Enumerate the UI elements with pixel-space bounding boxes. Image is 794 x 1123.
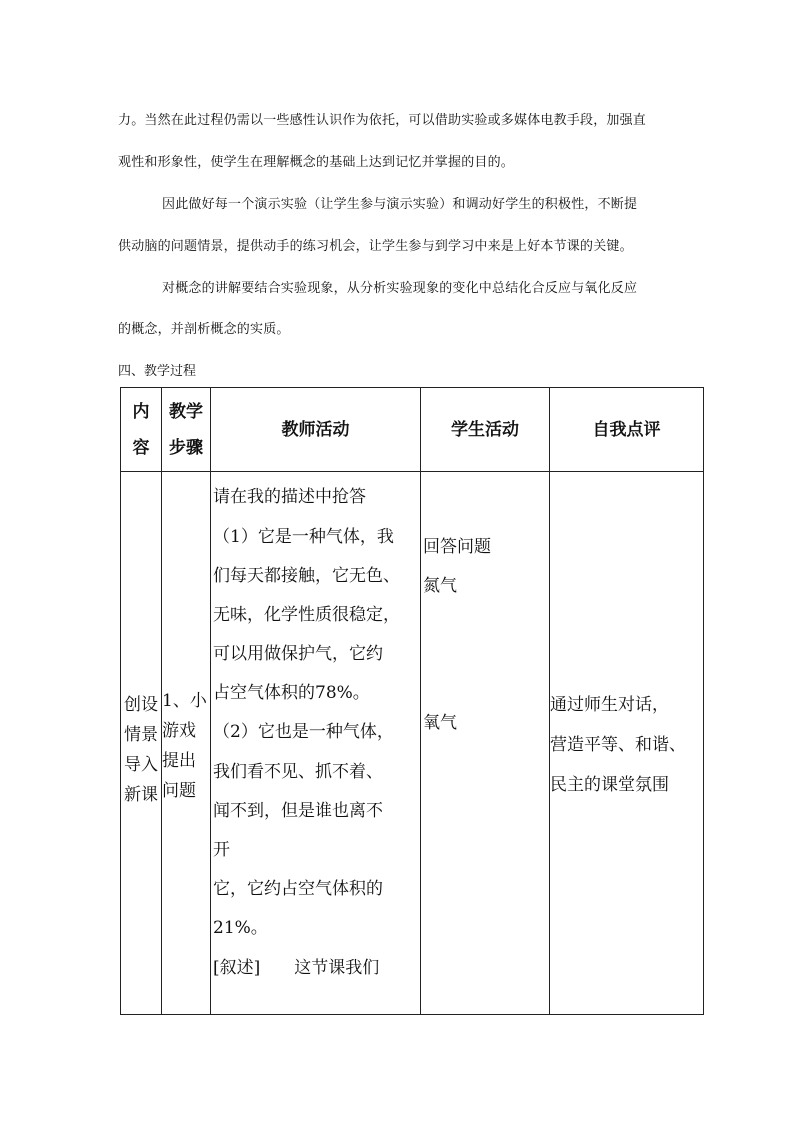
- teacher-line: 占空气体积的78%。: [213, 683, 370, 703]
- teacher-line: 请在我的描述中抢答: [213, 487, 366, 507]
- cell-step: 1、小 游戏 提出 问题: [162, 472, 211, 1015]
- paragraph-line: 观性和形象性，使学生在理解概念的基础上达到记忆并掌握的目的。: [118, 155, 515, 170]
- paragraph-line: 供动脑的问题情景，提供动手的练习机会，让学生参与到学习中来是上好本节课的关键。: [118, 239, 633, 254]
- teaching-process-table: [120, 387, 704, 1015]
- header-self-review: 自我点评: [550, 388, 704, 472]
- table-row: [121, 472, 704, 1015]
- student-line: 氧气: [423, 713, 457, 733]
- header-content: 内 容: [121, 388, 162, 472]
- student-line: 氮气: [423, 576, 457, 596]
- teacher-line: 21%。: [213, 918, 268, 938]
- teacher-line: 可以用做保护气，它约: [213, 644, 383, 664]
- cell-content: 创设 情景 导入 新课: [121, 472, 162, 1015]
- teacher-line: 们每天都接触，它无色、: [213, 566, 400, 586]
- cell-student-activity: [421, 472, 550, 1015]
- header-teacher-activity: 教师活动: [211, 388, 421, 472]
- paragraph-line: 的概念，并剖析概念的实质。: [118, 322, 290, 337]
- paragraph-line: 因此做好每一个演示实验（让学生参与演示实验）和调动好学生的积极性，不断提: [162, 197, 638, 212]
- cell-self-review: 通过师生对话， 营造平等、和谐、 民主的课堂氛围: [550, 472, 704, 1015]
- teacher-line: 开: [213, 840, 230, 860]
- teacher-line: 它，它约占空气体积的: [213, 879, 383, 899]
- student-line: 回答问题: [423, 537, 491, 557]
- header-student-activity: 学生活动: [421, 388, 550, 472]
- header-step: 教学 步骤: [162, 388, 211, 472]
- paragraph-line: 对概念的讲解要结合实验现象，从分析实验现象的变化中总结化合反应与氧化反应: [162, 281, 638, 296]
- teacher-line: （2）它也是一种气体，: [213, 722, 394, 742]
- paragraph-line: 力。当然在此过程仍需以一些感性认识作为依托，可以借助实验或多媒体电教手段，加强直: [118, 113, 647, 128]
- cell-teacher-activity: [211, 472, 421, 1015]
- table-header-row: [121, 388, 704, 472]
- teacher-line: （1）它是一种气体，我: [213, 527, 394, 547]
- teacher-line: 我们看不见、抓不着、: [213, 762, 383, 782]
- teacher-line: 无味，化学性质很稳定，: [213, 605, 400, 625]
- section-heading: 四、教学过程: [118, 364, 197, 379]
- teacher-line: [叙述] 这节课我们: [213, 958, 380, 978]
- teacher-line: 闻不到，但是谁也离不: [213, 801, 383, 821]
